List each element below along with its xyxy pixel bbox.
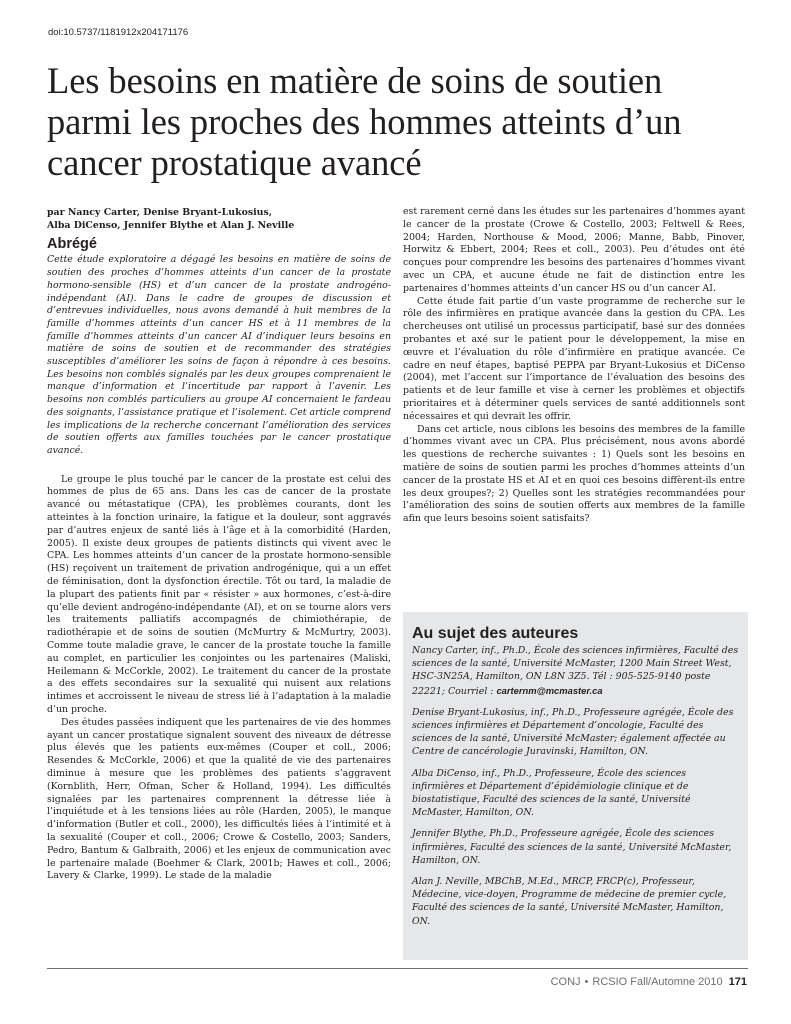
issue-label: Fall/Automne 2010 bbox=[630, 976, 723, 988]
author-byline bbox=[47, 206, 391, 232]
author-bio: Denise Bryant-Lukosius, inf., Ph.D., Professeure agrégée, École des sciences infirmières et Département d’oncologie, Faculté des sciences de la santé, Université McMaster; également affectée au Centre de cancérologie Juravinski, Hamilton, ON. bbox=[412, 706, 734, 758]
author-bio: Jennifer Blythe, Ph.D., Professeure agrégée, École des sciences infirmières, Faculté des sciences de la santé, Université McMaster, Hamilton, ON. bbox=[412, 828, 732, 866]
article-title: Les besoins en matière de soins de soutien parmi les proches des hommes atteints d’un cancer prostatique avancé bbox=[47, 60, 682, 183]
about-authors-heading: Au sujet des auteures bbox=[412, 625, 579, 642]
author-bio: Alan J. Neville, MBChB, M.Ed., MRCP, FRCP(c), Professeur, Médecine, vice-doyen, Programme de médecine de premier cycle, Faculté des sciences de la santé, Université McMaster, Hamilton, ON. bbox=[412, 876, 727, 927]
author-bio-text: Nancy Carter, inf., Ph.D., École des sciences infirmières, Faculté des sciences de la santé, Université McMaster, 1200 Main Street West, HSC-3N25A, Hamilton, ON L8N 3Z5. Tél : 905-525-9140 poste 22221; Courriel : bbox=[412, 645, 739, 697]
body-paragraph: Cette étude fait partie d’un vaste programme de recherche sur le rôle des infirmières en pratique avancée dans la gestion du CPA. Les chercheuses ont utilisé un processus participatif, basé sur des données probantes et axé sur le patient pour le développement, la mise en œuvre et l’évaluation du rôle d’infirmière en pratique avancée. Ce cadre en neuf étapes, baptisé PEPPA par Bryant-Lukosius et DiCenso (2004), met l’accent sur l’importance de l’évaluation des besoins des patients et de leur famille et vise à cerner les problèmes et objectifs prioritaires et à déterminer quels services de santé additionnels sont nécessaires et qui devrait les offrir. bbox=[403, 295, 745, 422]
author-bio: Alba DiCenso, inf., Ph.D., Professeure, École des sciences infirmières et Département d’épidémiologie clinique et de biostatistique, Faculté des sciences de la santé, Université McMaster, Hamilton, ON. bbox=[412, 767, 691, 819]
page-number: 171 bbox=[728, 976, 747, 988]
right-column bbox=[403, 206, 745, 526]
doi-line: doi:10.5737/1181912x204171176 bbox=[48, 27, 189, 38]
body-paragraph: Des études passées indiquent que les partenaires de vie des hommes ayant un cancer prostatique signalent souvent des niveaux de détresse plus élevés que les patients eux-mêmes (Couper et coll., 2006; Resendes & McCorkle, 2006) et que la qualité de vie des partenaires diminue à mesure que les problèmes des patients s’aggravent (Kornblith, Herr, Ofman, Scher & Holland, 1994). Les difficultés signalées par les partenaires comprennent la détresse liée à l’inquiétude et à les tensions liées au rôle (Harden, 2005), le manque d’information (Butler et coll., 2000), les difficultés liées à l’intimité et à la sexualité (Couper et coll., 2006; Crowe & Costello, 2003; Sanders, Pedro, Bantum & Galbraith, 2006) et les enjeux de communication avec le partenaire malade (Boehmer & Clark, 2001b; Hawes et coll., 2006; Lavery & Clarke, 1999). Le stade de la maladie bbox=[47, 716, 391, 882]
abstract-text: Cette étude exploratoire a dégagé les besoins en matière de soins de soutien des proches d’hommes atteints d’un cancer de la prostate hormono-sensible (HS) et d’un cancer de la prostate androgéno-indépendant (AI). Dans le cadre de groupes de discussion et d’entrevues individuelles, nous avons demandé à huit membres de la famille d’hommes atteints d’un cancer HS et à 11 membres de la famille d’hommes atteints d’un cancer AI d’indiquer leurs besoins en matière de soins de soutien et de recommander des stratégies susceptibles d’améliorer les soins de façon à répondre à ces besoins. Les besoins non comblés signalés par les deux groupes comprenaient le manque d’information et l’incertitude par rapport à l’avenir. Les besoins non comblés particuliers au groupe AI concernaient le fardeau des soignants, l’assistance pratique et l’isolement. Cet article comprend les implications de la recherche concernant l’amélioration des services de soutien offerts aux familles touchées par le cancer prostatique avancé. bbox=[47, 254, 391, 456]
about-authors-box bbox=[403, 612, 748, 960]
body-paragraph: Le groupe le plus touché par le cancer de la prostate est celui des hommes de plus de 65 ans. Dans les cas de cancer de la prostate avancé ou métastatique (CPA), les problèmes courants, dont les atteintes à la fonction urinaire, la fatigue et la douleur, sont aggravés par d’autres enjeux de santé liés à l’âge et à la comorbidité (Harden, 2005). Il existe deux groupes de patients distincts qui vivent avec le CPA. Les hommes atteints d’un cancer de la prostate hormono-sensible (HS) reçoivent un traitement de privation androgénique, qui a un effet de féminisation, dont la dysfonction érectile. Tôt ou tard, la maladie de la plupart des patients finit par « résister » aux hormones, c’est-à-dire qu’elle devient androgéno-indépendante (AI), et on se tourne alors vers les traitements palliatifs accompagnés de chimiothérapie, de radiothérapie et de soins de soutien (McMurtry & McMurtry, 2003). Comme toute maladie grave, le cancer de la prostate touche la famille au complet, en particulier les conjointes ou les partenaires (Maliski, Heilemann & McCorkle, 2002). Le traitement du cancer de la prostate a des effets secondaires sur la sexualité qui nuisent aux relations intimes et accroissent le niveau de stress lié à l’adaptation à la maladie d’un proche. bbox=[47, 473, 391, 715]
footer-separator: • bbox=[584, 976, 589, 988]
abstract-heading: Abrégé bbox=[47, 236, 97, 253]
author-bio bbox=[412, 644, 739, 698]
footer-divider bbox=[47, 968, 748, 969]
author-line-2: Alba DiCenso, Jennifer Blythe et Alan J. Neville bbox=[47, 220, 295, 232]
page-footer bbox=[551, 976, 747, 988]
author-email-link[interactable]: carternm@mcmaster.ca bbox=[496, 684, 603, 696]
body-paragraph: Dans cet article, nous ciblons les besoins des membres de la famille d’hommes vivant avec un CPA. Plus précisément, nous avons abordé les questions de recherche suivantes : 1) Quels sont les besoins en matière de soins de soutien parmi les proches d’hommes atteints d’un cancer de la prostate HS et AI et en quoi ces besoins diffèrent-ils entre les deux groupes?; 2) Quelles sont les stratégies recommandées pour l’amélioration des soins de soutien offerts aux membres de la famille afin que leurs besoins soient satisfaits? bbox=[403, 423, 745, 525]
journal-name-fr: RCSIO bbox=[592, 976, 628, 988]
left-column bbox=[47, 206, 391, 883]
journal-name: CONJ bbox=[550, 976, 581, 988]
body-paragraph: est rarement cerné dans les études sur les partenaires d’hommes ayant le cancer de la prostate (Crowe & Costello, 2003; Feltwell & Rees, 2004; Harden, Northouse & Mood, 2006; Manne, Babb, Pinover, Horwitz & Ebbert, 2004; Rees et coll., 2003). Peu d’études ont été conçues pour comprendre les besoins des partenaires d’hommes vivant avec un CPA, et aucune étude ne fait de distinction entre les partenaires d’hommes atteints d’un cancer HS ou d’un cancer AI. bbox=[403, 206, 745, 294]
author-line-1: par Nancy Carter, Denise Bryant-Lukosius, bbox=[47, 207, 273, 218]
